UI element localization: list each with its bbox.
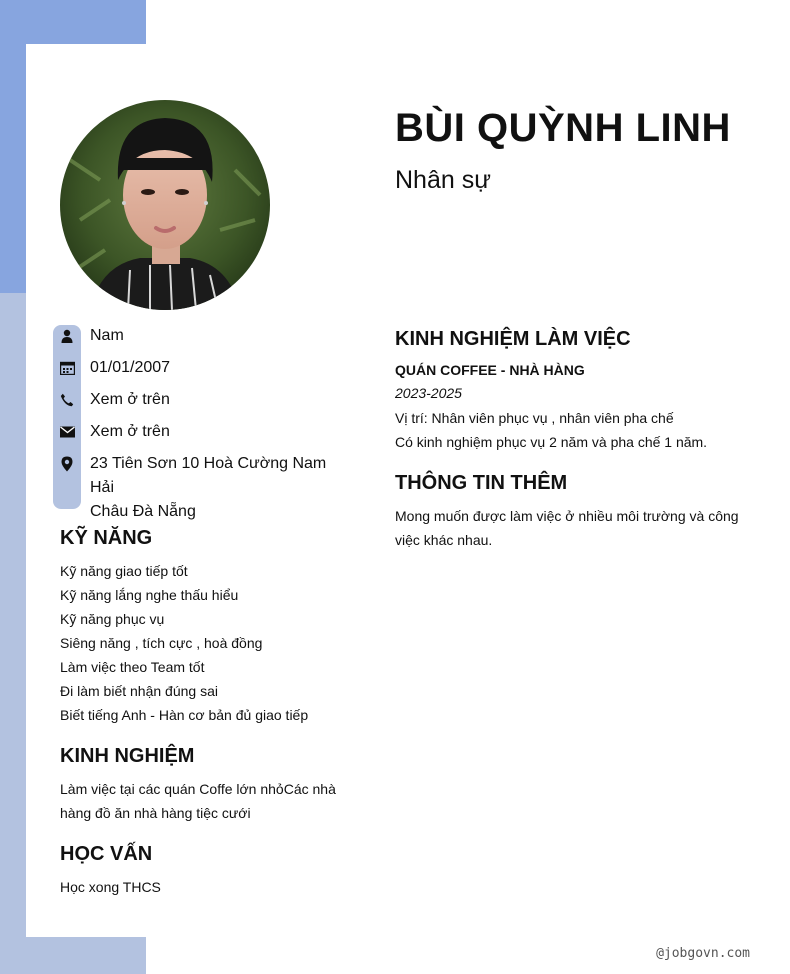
job-company: QUÁN COFFEE - NHÀ HÀNG <box>395 362 585 378</box>
job-description <box>395 406 707 454</box>
additional-info-line-2: việc khác nhau. <box>395 532 493 548</box>
calendar-icon <box>53 356 81 380</box>
email-value: Xem ở trên <box>90 423 170 440</box>
address-line-2: Châu Đà Nẵng <box>90 503 196 520</box>
additional-info-line-1: Mong muốn được làm việc ở nhiều môi trường và công <box>395 508 739 524</box>
job-description-line-1: Vị trí: Nhân viên phục vụ , nhân viên pha chế <box>395 410 674 426</box>
experience-summary-line-1: Làm việc tại các quán Coffe lớn nhỏCác nhà <box>60 781 336 797</box>
birthdate-value: 01/01/2007 <box>90 359 171 376</box>
profile-photo <box>60 100 270 310</box>
experience-summary-line-2: hàng đồ ăn nhà hàng tiệc cưới <box>60 805 251 821</box>
additional-info-heading: THÔNG TIN THÊM <box>395 472 568 494</box>
experience-summary-text <box>60 777 350 825</box>
additional-info-text <box>395 504 750 552</box>
contact-phone <box>53 388 353 412</box>
skills-list <box>60 559 308 727</box>
candidate-name: BÙI QUỲNH LINH <box>395 106 731 150</box>
education-text: Học xong THCS <box>60 879 161 895</box>
contact-email <box>53 420 353 444</box>
person-icon <box>53 324 81 348</box>
mail-icon <box>53 420 81 444</box>
candidate-title: Nhân sự <box>395 166 491 194</box>
work-experience-heading: KINH NGHIỆM LÀM VIỆC <box>395 328 631 350</box>
job-description-line-2: Có kinh nghiệm phục vụ 2 năm và pha chế 1 năm. <box>395 434 708 450</box>
address-line-1: 23 Tiên Sơn 10 Hoà Cường Nam Hải <box>90 455 327 496</box>
gender-value: Nam <box>90 327 124 344</box>
skill-item: Đi làm biết nhận đúng sai <box>60 683 218 699</box>
watermark: @jobgovn.com <box>656 946 750 961</box>
address-value <box>90 452 353 524</box>
contact-birthdate <box>53 356 353 380</box>
skill-item: Siêng năng , tích cực , hoà đồng <box>60 635 263 651</box>
skills-heading: KỸ NĂNG <box>60 527 153 549</box>
experience-heading: KINH NGHIỆM <box>60 745 195 767</box>
phone-value: Xem ở trên <box>90 391 170 408</box>
job-period: 2023-2025 <box>395 385 462 401</box>
contact-gender <box>53 324 353 348</box>
skill-item: Kỹ năng phục vụ <box>60 611 165 627</box>
education-heading: HỌC VẤN <box>60 843 153 865</box>
skill-item: Biết tiếng Anh - Hàn cơ bản đủ giao tiếp <box>60 707 309 723</box>
skill-item: Kỹ năng lắng nghe thấu hiểu <box>60 587 239 603</box>
contact-address <box>53 452 353 524</box>
skill-item: Kỹ năng giao tiếp tốt <box>60 563 188 579</box>
phone-icon <box>53 388 81 412</box>
location-pin-icon <box>53 452 81 476</box>
skill-item: Làm việc theo Team tốt <box>60 659 205 675</box>
